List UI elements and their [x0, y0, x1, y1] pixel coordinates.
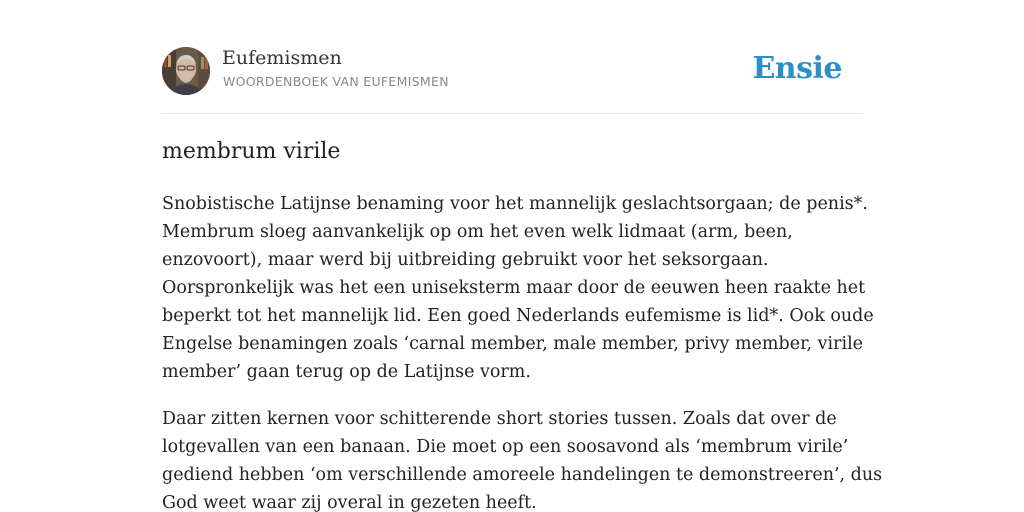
ensie-logo[interactable]: Ensie	[752, 51, 842, 86]
text-line: gediend hebben ‘om verschillende amoreele handelingen te demonstreeren’, dus	[162, 465, 883, 485]
avatar[interactable]	[162, 47, 210, 95]
text-line: enzovoort), maar werd bij uitbreiding gebruikt voor het seksorgaan.	[162, 250, 769, 270]
entry-title: membrum virile	[162, 139, 341, 164]
divider	[162, 113, 862, 114]
text-line: Membrum sloeg aanvankelijk op om het even welk lidmaat (arm, been,	[162, 222, 793, 242]
author-portrait-icon	[162, 47, 210, 95]
author-subtitle[interactable]: WOORDENBOEK VAN EUFEMISMEN	[223, 74, 449, 89]
text-line: lotgevallen van een banaan. Die moet op een soosavond als ‘membrum virile’	[162, 437, 849, 457]
header	[162, 46, 862, 96]
text-line: member’ gaan terug op de Latijnse vorm.	[162, 362, 531, 382]
text-line: Engelse benamingen zoals ‘carnal member, male member, privy member, virile	[162, 334, 864, 354]
entry-paragraph-1	[162, 190, 874, 386]
author-name[interactable]: Eufemismen	[222, 47, 342, 69]
text-line: beperkt tot het mannelijk lid. Een goed Nederlands eufemisme is lid*. Ook oude	[162, 306, 874, 326]
text-line: Daar zitten kernen voor schitterende short stories tussen. Zoals dat over de	[162, 409, 837, 429]
text-line: Oorspronkelijk was het een uniseksterm maar door de eeuwen heen raakte het	[162, 278, 866, 298]
entry-paragraph-2	[162, 405, 883, 512]
text-line: God weet waar zij overal in gezeten heeft.	[162, 493, 537, 512]
text-line: Snobistische Latijnse benaming voor het mannelijk geslachtsorgaan; de penis*.	[162, 194, 868, 214]
